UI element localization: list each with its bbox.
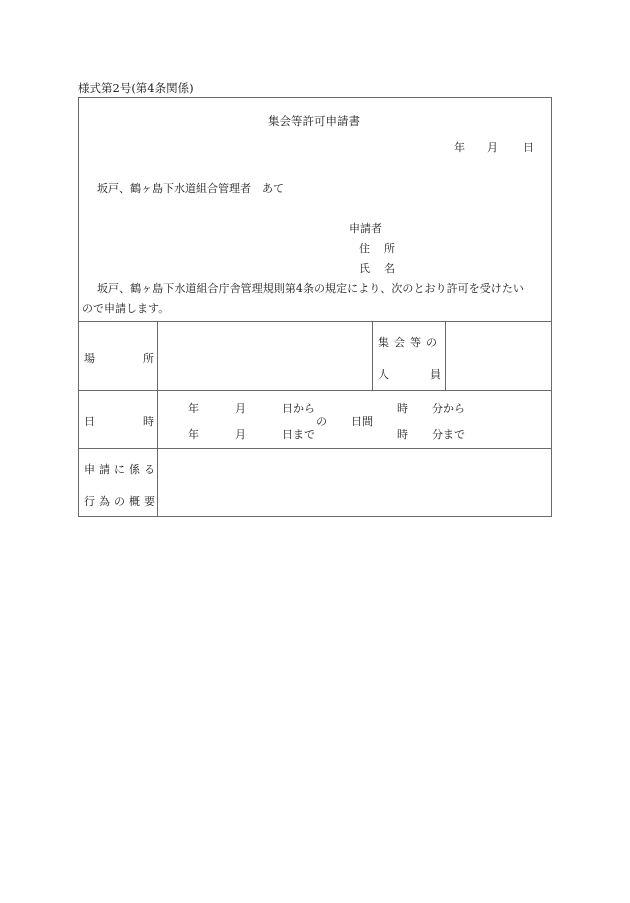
form-reference: 様式第2号(第4条関係) [78,81,194,95]
attendees-label-line1: 集会等の [378,336,442,349]
datetime-label-part2: 時 [143,415,154,428]
place-field[interactable] [158,322,372,390]
address-label-part1: 住 [359,242,370,255]
from-hour-label: 時 [397,402,408,415]
to-day-label: 日まで [282,428,315,441]
summary-label-line2: 行為の概要 [84,495,159,508]
from-minute-label: 分から [432,402,465,415]
applicant-label: 申請者 [349,222,382,235]
datetime-label-part1: 日 [84,415,95,428]
to-month-label: 月 [235,428,246,441]
date-month-label: 月 [487,141,498,154]
attendees-label-line2-part2: 員 [430,368,441,381]
address-label-part2: 所 [384,242,395,255]
to-year-label: 年 [188,428,199,441]
body-text-line2: ので申請します。 [82,302,170,315]
to-hour-label: 時 [397,428,408,441]
date-day-label: 日 [523,141,534,154]
summary-field[interactable] [158,449,551,516]
summary-label-line1: 申請に係る [84,463,159,476]
date-year-label: 年 [454,141,465,154]
addressee: 坂戸、鶴ヶ島下水道組合管理者 あて [97,182,284,195]
from-year-label: 年 [188,402,199,415]
from-day-label: 日から [282,402,315,415]
place-label-part1: 場 [84,352,95,365]
body-text-line1: 坂戸、鶴ヶ島下水道組合庁舎管理規則第4条の規定により、次のとおり許可を受けたい [97,282,524,295]
duration-days-label: 日間 [351,415,373,428]
name-label-part1: 氏 [359,262,370,275]
attendees-field[interactable] [446,322,551,390]
to-minute-label: 分まで [432,428,465,441]
divider-attendees-label-left [372,321,373,390]
attendees-label-line2-part1: 人 [378,368,389,381]
from-month-label: 月 [235,402,246,415]
name-label-part2: 名 [384,262,395,275]
place-label-part2: 所 [143,352,154,365]
divider-place-datetime [78,390,552,391]
duration-no-label: の [316,415,327,428]
form-title: 集会等許可申請書 [268,114,360,128]
